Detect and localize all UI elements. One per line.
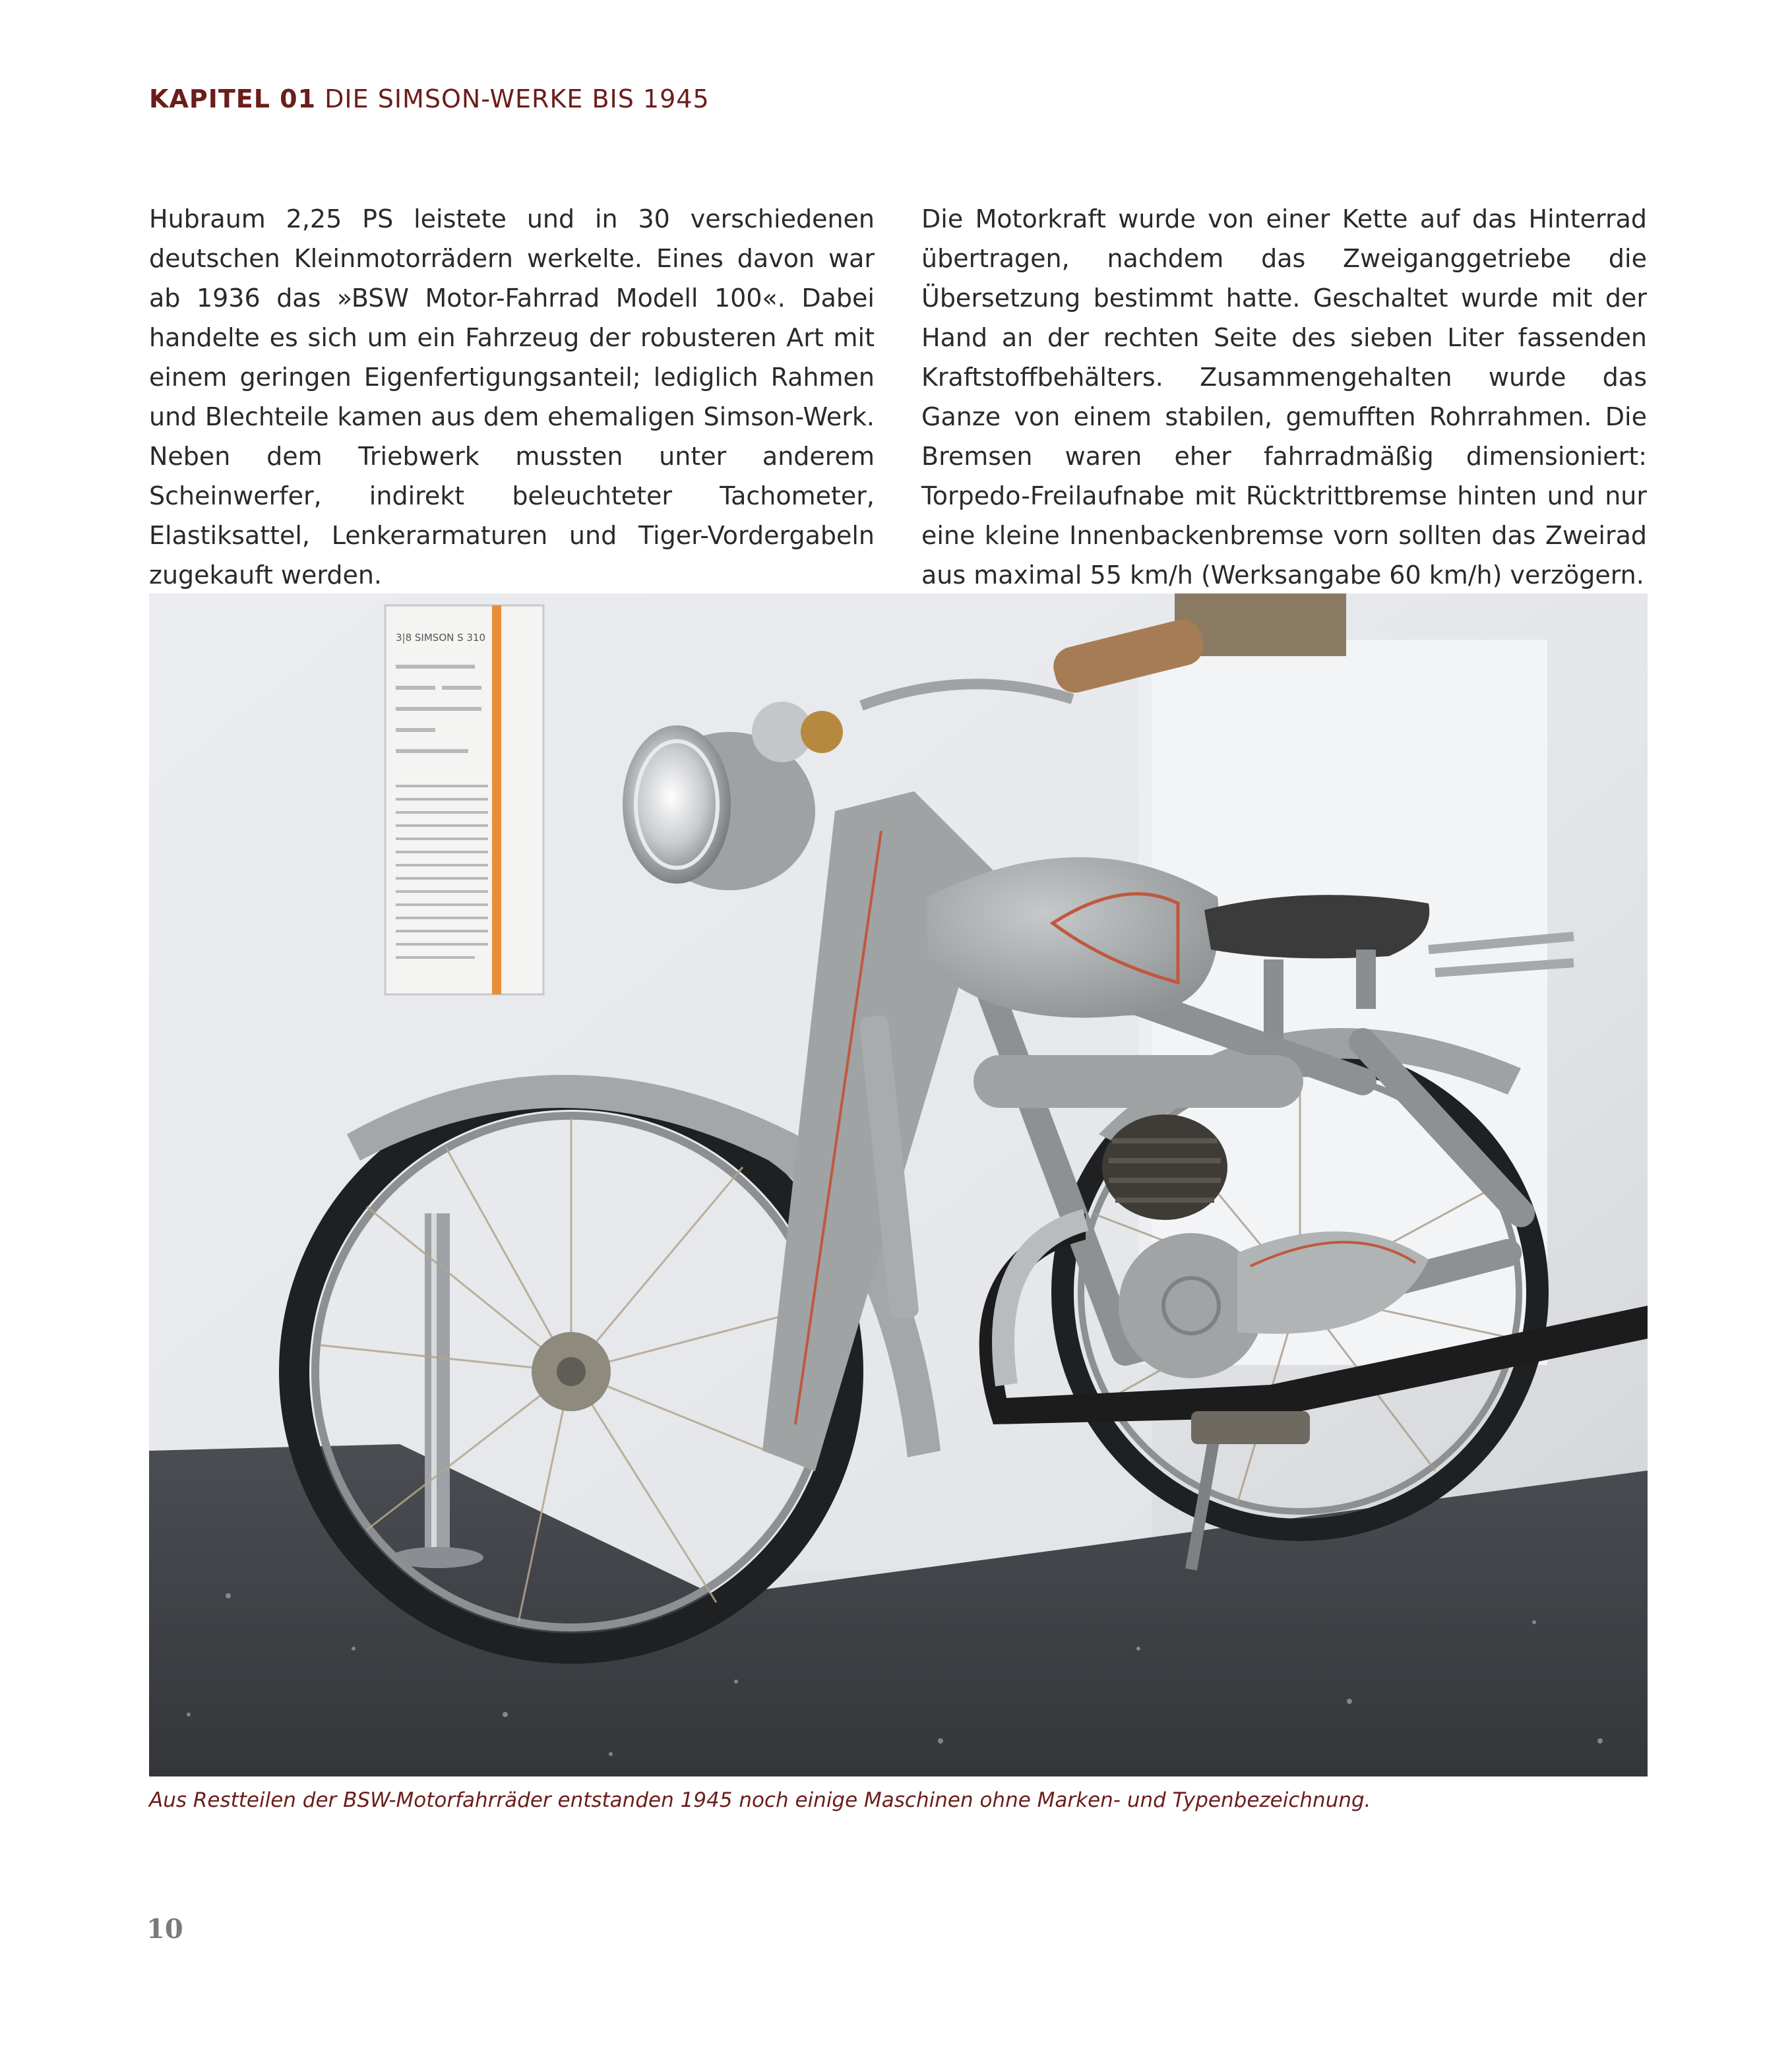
body-text-right-column: Die Motorkraft wurde von einer Kette auf das Hinterrad übertragen, nachdem das Zweiganggetriebe die Übersetzung bestimmt hatte. Geschaltet wurde mit der Hand an der rechten Seite des sieben Liter fassenden Kraftstoffbehälters. Zusammengehalten wurde das Ganze von einem stabilen, gemufften Rohrrahmen. Die Bremsen waren eher fahrradmäßig dimensioniert: Torpedo-Freilaufnabe mit Rücktrittbremse hinten und nur eine kleine Innenbackenbremse vorn sollten das Zweirad aus maximal 55 km/h (Werksangabe 60 km/h) verzögern. xyxy=(921,204,1647,590)
motorcycle-photo xyxy=(149,593,1648,1776)
chapter-title: DIE SIMSON-WERKE BIS 1945 xyxy=(324,84,710,113)
chapter-label: KAPITEL 01 xyxy=(149,84,317,113)
body-text-left-column: Hubraum 2,25 PS leistete und in 30 verschiedenen deutschen Kleinmotorrädern werkelte. Eines davon war ab 1936 das »BSW Motor-Fahrrad Modell 100«. Dabei handelte es sich um ein Fahrzeug der robusteren Art mit einem geringen Eigenfertigungsanteil; lediglich Rahmen und Blechteile kamen aus dem ehemaligen Simson-Werk. Neben dem Triebwerk mussten unter anderem Scheinwerfer, indirekt beleuchteter Tachometer, Elastiksattel, Lenkerarmaturen und Tiger-Vordergabeln zugekauft werden. xyxy=(149,204,875,590)
sign-heading: 3|8 SIMSON S 310 xyxy=(396,632,486,644)
page-number: 10 xyxy=(146,1914,183,1945)
running-head xyxy=(149,84,710,113)
photo-caption: Aus Restteilen der BSW-Motorfahrräder entstanden 1945 noch einige Maschinen ohne Marken- und Typenbezeichnung. xyxy=(149,1788,1371,1812)
